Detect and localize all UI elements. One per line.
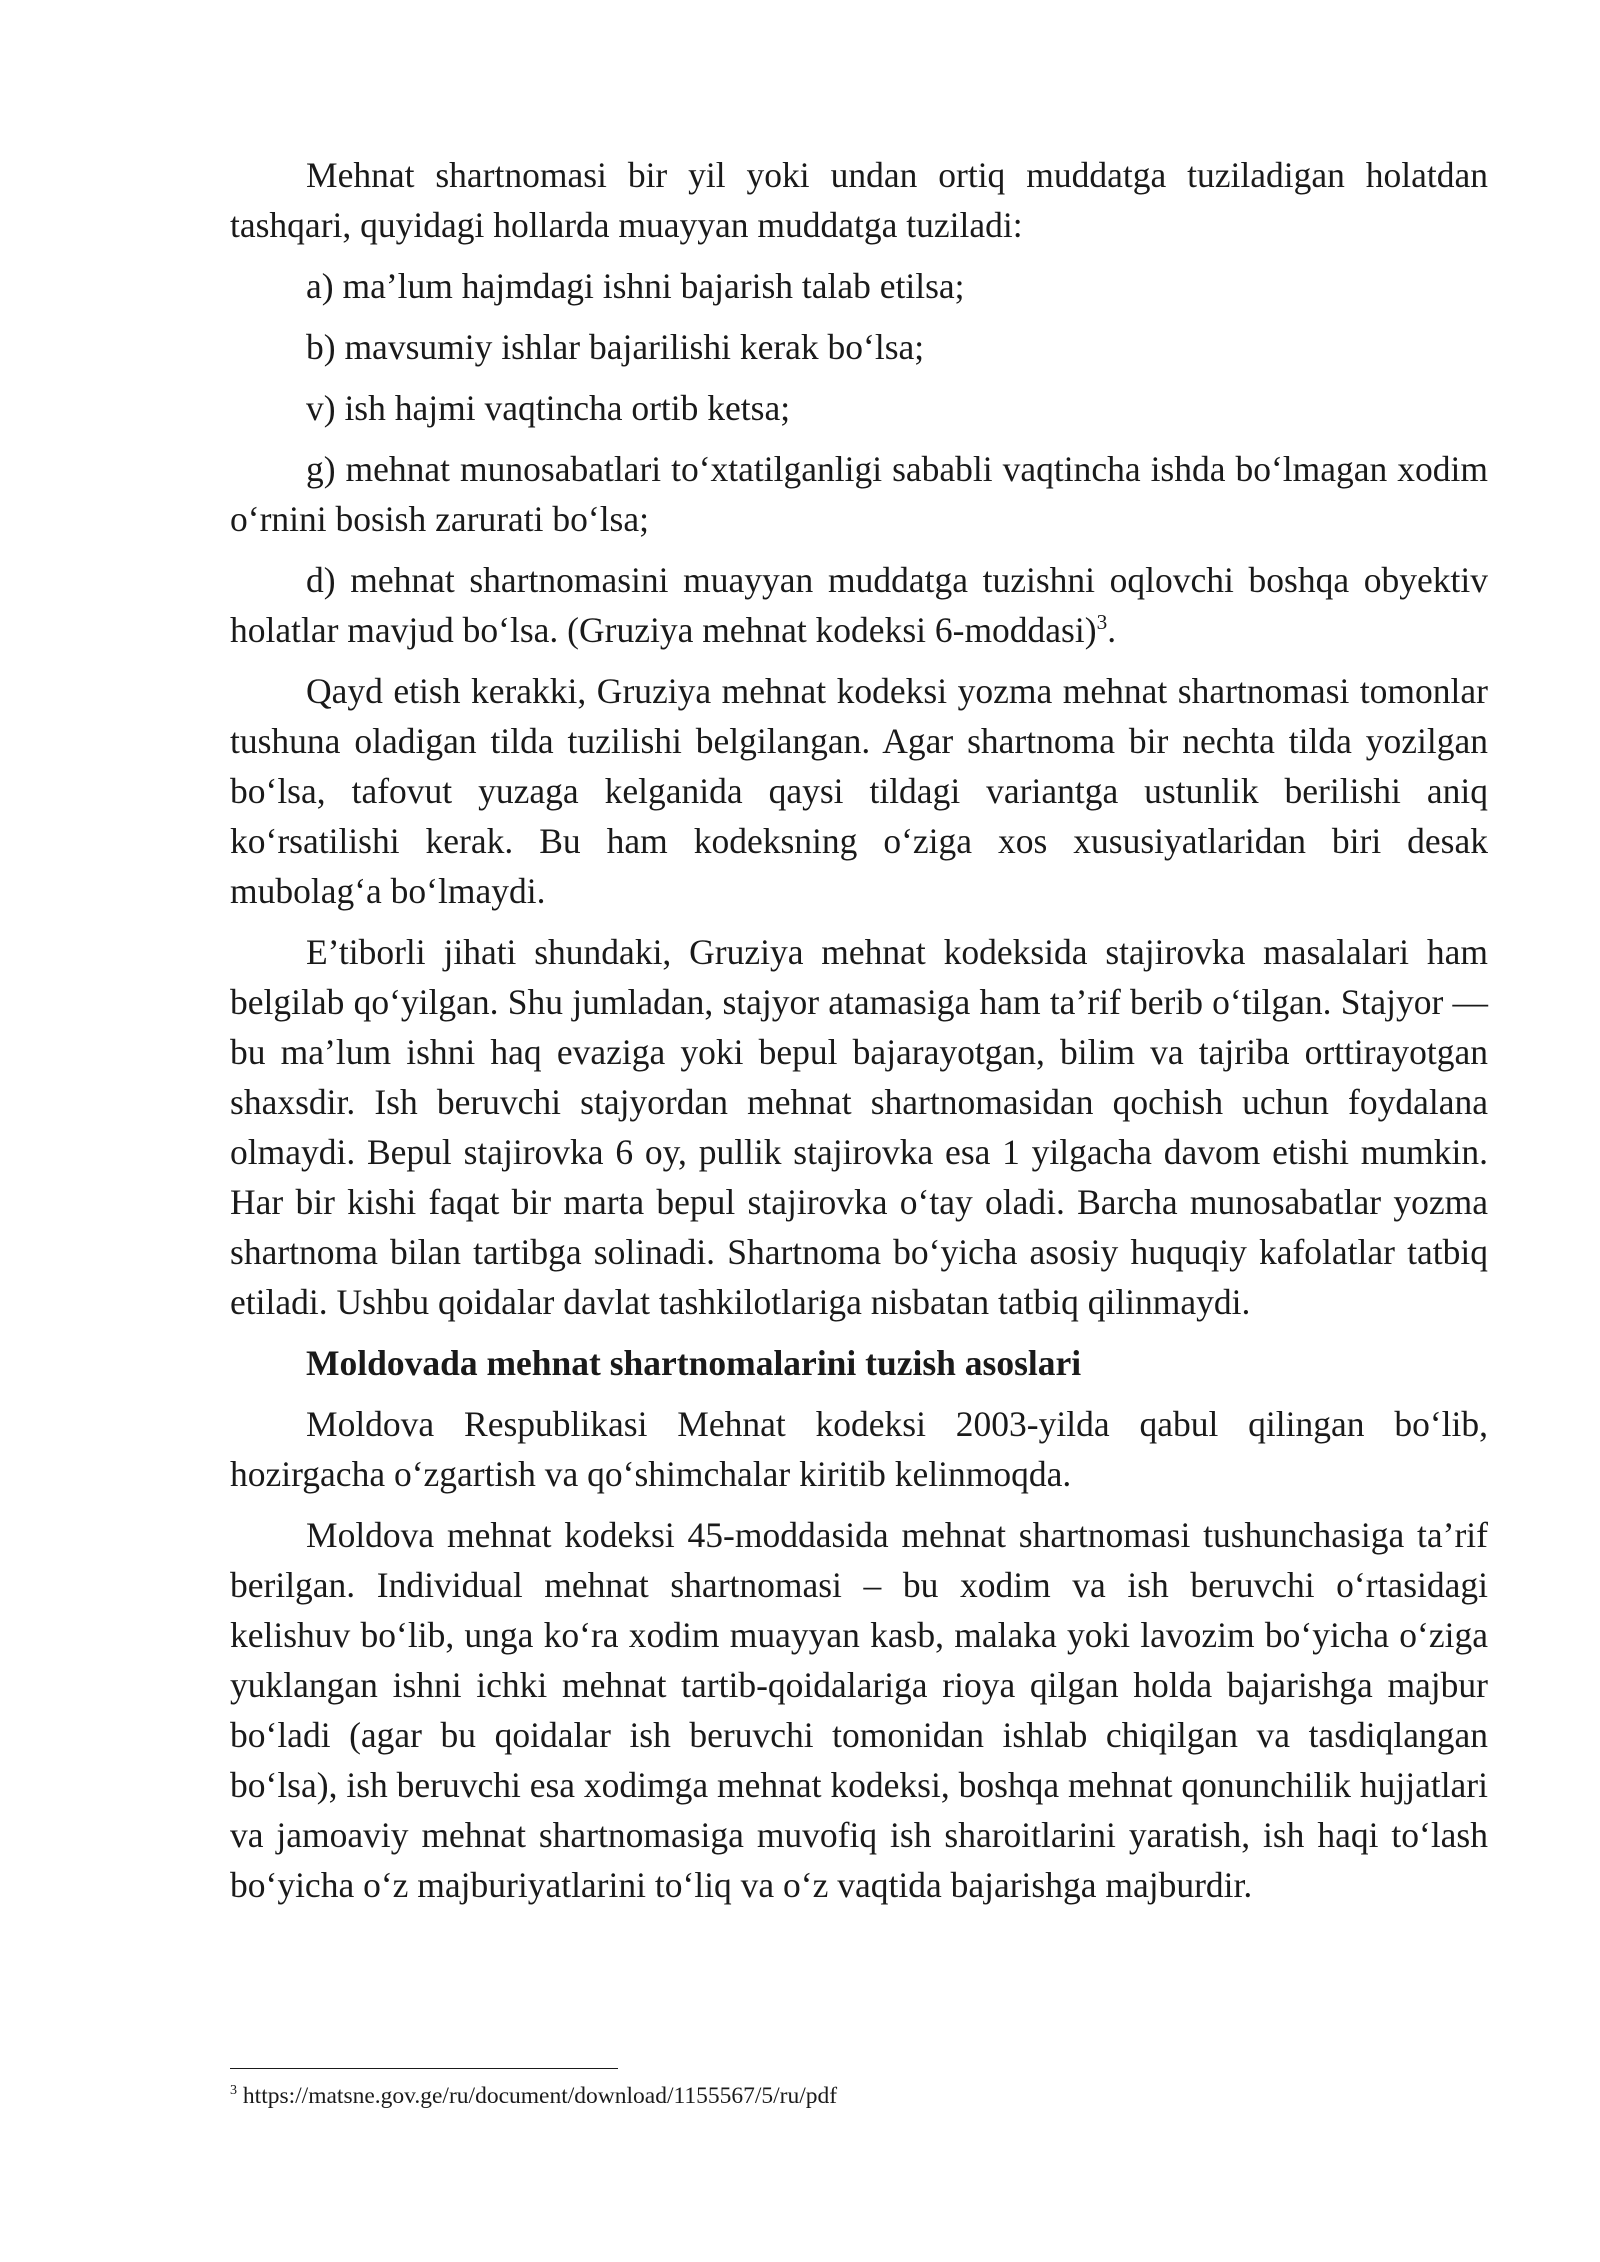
list-item-a: a) ma’lum hajmdagi ishni bajarish talab etilsa; <box>306 266 965 306</box>
section-heading: Moldovada mehnat shartnomalarini tuzish asoslari <box>306 1343 1082 1383</box>
footnote-number: 3 <box>230 2082 238 2099</box>
paragraph-language-rule: Qayd etish kerakki, Gruziya mehnat kodeksi yozma mehnat shartnomasi tomonlar tushuna oladigan tilda tuzilishi belgilangan. Agar shartnoma bir nechta tilda yozilgan bo‘lsa, tafovut yuzaga kelganida qaysi tildagi variantga ustunlik berilishi aniq ko‘rsatilishi kerak. Bu ham kodeksning o‘ziga xos xususiyatlaridan biri desak mubolag‘a bo‘lmaydi. <box>230 671 1488 911</box>
list-item-b: b) mavsumiy ishlar bajarilishi kerak bo‘lsa; <box>306 327 925 367</box>
footnote <box>230 2080 837 2112</box>
document-page <box>230 150 1488 1921</box>
list-item-d-text: d) mehnat shartnomasini muayyan muddatga tuzishni oqlovchi boshqa obyektiv holatlar mavjud bo‘lsa. (Gruziya mehnat kodeksi 6-moddasi) <box>230 560 1488 650</box>
paragraph-internship: E’tiborli jihati shundaki, Gruziya mehnat kodeksida stajirovka masalalari ham belgilab qo‘yilgan. Shu jumladan, stajyor atamasiga ham ta’rif berib o‘tilgan. Stajyor — bu ma’lum ishni haq evaziga yoki bepul bajarayotgan, bilim va tajriba orttirayotgan shaxsdir. Ish beruvchi stajyordan mehnat shartnomasidan qochish uchun foydalana olmaydi. Bepul stajirovka 6 oy, pullik stajirovka esa 1 yilgacha davom etishi mumkin. Har bir kishi faqat bir marta bepul stajirovka o‘tay oladi. Barcha munosabatlar yozma shartnoma bilan tartibga solinadi. Shartnoma bo‘yicha asosiy huquqiy kafolatlar tatbiq etiladi. Ushbu qoidalar davlat tashkilotlariga nisbatan tatbiq qilinmaydi. <box>230 932 1488 1322</box>
list-item-g: g) mehnat munosabatlari to‘xtatilganligi sababli vaqtincha ishda bo‘lmagan xodim o‘rnini bosish zarurati bo‘lsa; <box>230 449 1488 539</box>
footnote-divider <box>230 2068 618 2069</box>
paragraph-moldova-code: Moldova Respublikasi Mehnat kodeksi 2003-yilda qabul qilingan bo‘lib, hozirgacha o‘zgartish va qo‘shimchalar kiritib kelinmoqda. <box>230 1404 1488 1494</box>
list-item-d-end: . <box>1107 610 1117 650</box>
paragraph-contract-definition: Moldova mehnat kodeksi 45-moddasida mehnat shartnomasi tushunchasiga ta’rif berilgan. Individual mehnat shartnomasi – bu xodim va ish beruvchi o‘rtasidagi kelishuv bo‘lib, unga ko‘ra xodim muayyan kasb, malaka yoki lavozim bo‘yicha o‘ziga yuklangan ishni ichki mehnat tartib-qoidalariga rioya qilgan holda bajarishga majbur bo‘ladi (agar bu qoidalar ish beruvchi tomonidan ishlab chiqilgan va tasdiqlangan bo‘lsa), ish beruvchi esa xodimga mehnat kodeksi, boshqa mehnat qonunchilik hujjatlari va jamoaviy mehnat shartnomasiga muvofiq ish sharoitlarini yaratish, ish haqi to‘lash bo‘yicha o‘z majburiyatlarini to‘liq va o‘z vaqtida bajarishga majburdir. <box>230 1515 1488 1905</box>
footnote-link[interactable]: https://matsne.gov.ge/ru/document/download/1155567/5/ru/pdf <box>237 2083 838 2109</box>
list-item-v: v) ish hajmi vaqtincha ortib ketsa; <box>306 388 791 428</box>
list-item-d <box>230 555 1488 655</box>
footnote-reference[interactable]: 3 <box>1096 610 1108 635</box>
paragraph-fixed-term-intro: Mehnat shartnomasi bir yil yoki undan ortiq muddatga tuziladigan holatdan tashqari, quyidagi hollarda muayyan muddatga tuziladi: <box>230 155 1488 245</box>
